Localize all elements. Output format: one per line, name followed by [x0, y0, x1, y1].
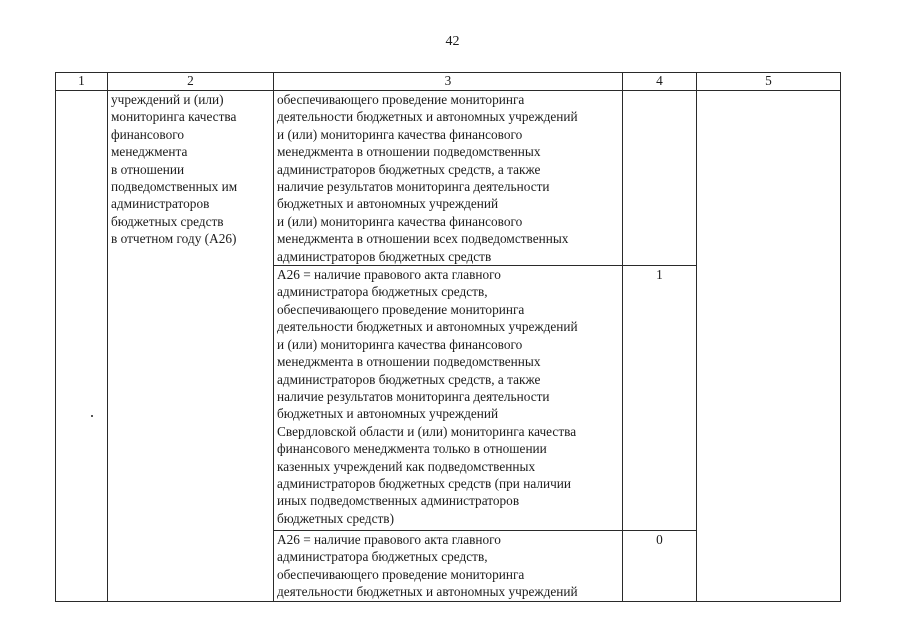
col1-cell — [56, 91, 108, 602]
page-number: 42 — [445, 34, 460, 49]
indicator-name-cell: учреждений и (или) мониторинга качества финансового менеджмента в отношении подведомственных им администраторов бюджетных средств в отчетном году (А26) — [108, 91, 274, 602]
criteria-table — [55, 72, 841, 602]
header-col-4: 4 — [623, 73, 697, 91]
header-col-1: 1 — [56, 73, 108, 91]
header-col-3: 3 — [274, 73, 623, 91]
score-cell — [623, 91, 697, 266]
table-row — [56, 91, 841, 266]
condition-cell: А26 = наличие правового акта главного администратора бюджетных средств, обеспечивающего проведение мониторинга деятельности бюджетных и автономных учреждений — [274, 531, 623, 602]
condition-cell: А26 = наличие правового акта главного администратора бюджетных средств, обеспечивающего проведение мониторинга деятельности бюджетных и автономных учреждений и (или) мониторинга качества финансового менеджмента в отношении подведомственных администраторов бюджетных средств, а также наличие результатов мониторинга деятельности бюджетных и автономных учреждений Свердловской области и (или) мониторинга качества финансового менеджмента только в отношении казенных учреждений как подведомственных администраторов бюджетных средств (при наличии иных подведомственных администраторов бюджетных средств) — [274, 266, 623, 531]
col5-cell — [697, 91, 841, 602]
header-col-2: 2 — [108, 73, 274, 91]
condition-cell: обеспечивающего проведение мониторинга деятельности бюджетных и автономных учреждений и (или) мониторинга качества финансового менеджмента в отношении подведомственных администраторов бюджетных средств, а также наличие результатов мониторинга деятельности бюджетных и автономных учреждений и (или) мониторинга качества финансового менеджмента в отношении всех подведомственных администраторов бюджетных средств — [274, 91, 623, 266]
table-header-row — [56, 73, 841, 91]
scan-speck — [91, 415, 93, 417]
score-cell: 0 — [623, 531, 697, 602]
score-cell: 1 — [623, 266, 697, 531]
header-col-5: 5 — [697, 73, 841, 91]
